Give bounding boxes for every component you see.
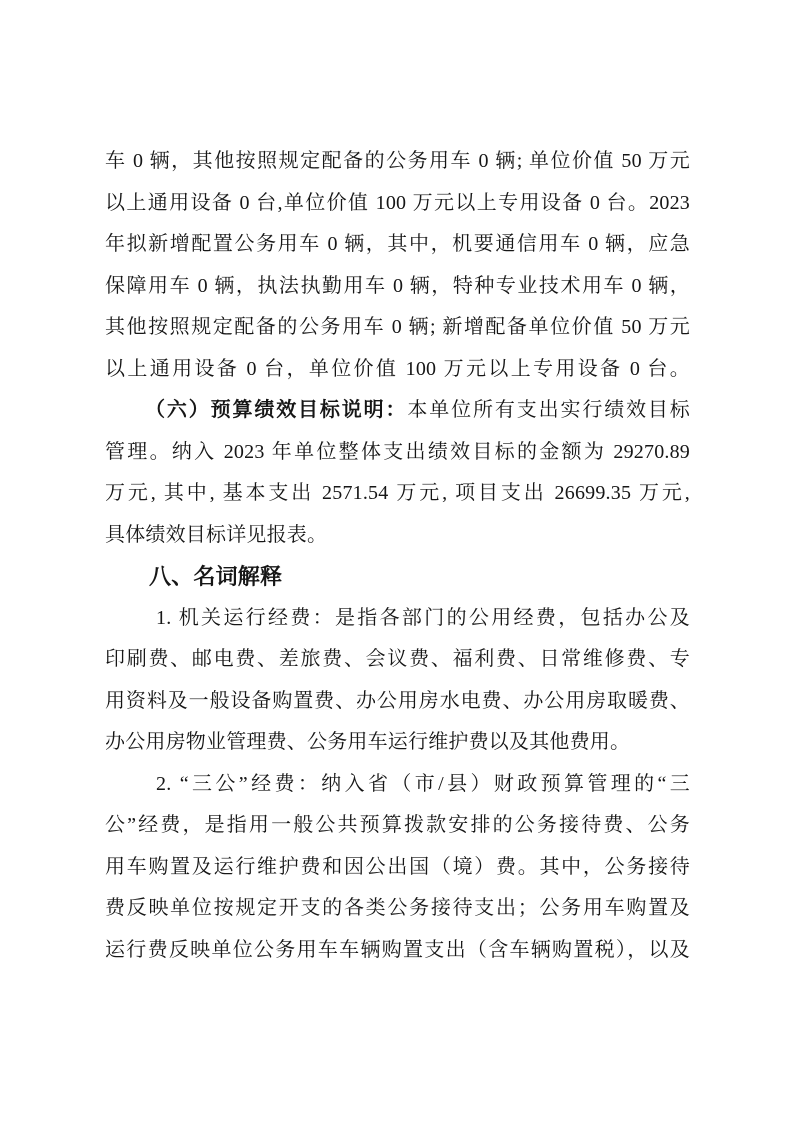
text-line: 以上通用设备 0 台,单位价值 100 万元以上专用设备 0 台。2023 (105, 191, 690, 214)
text-line: 用车购置及运行维护费和因公出国（境）费。其中，公务接待 (105, 855, 690, 878)
text-line: 其他按照规定配备的公务用车 0 辆; 新增配备单位价值 50 万元 (105, 316, 690, 338)
text-line: 车 0 辆，其他按照规定配备的公务用车 0 辆; 单位价值 50 万元 (105, 150, 690, 172)
paragraph-start-line (105, 390, 690, 432)
text-line: 公”经费，是指用一般公共预算拨款安排的公务接待费、公务 (105, 814, 690, 836)
text-line: 以上通用设备 0 台，单位价值 100 万元以上专用设备 0 台。 (105, 357, 690, 380)
inline-bold-label: （六）预算绩效目标说明： (145, 399, 408, 421)
section-heading: 八、名词解释 (149, 564, 283, 589)
paragraph-end-line: 办公用房物业管理费、公务用车运行维护费以及其他费用。 (105, 731, 631, 753)
paragraph-end-line: 具体绩效目标详见报表。 (105, 523, 328, 546)
text-line: 费反映单位按规定开支的各类公务接待支出；公务用车购置及 (105, 897, 690, 919)
document-text-block (105, 141, 690, 971)
text-line: 管理。纳入 2023 年单位整体支出绩效目标的金额为 29270.89 (105, 440, 690, 463)
text-line: 万元, 其中, 基本支出 2571.54 万元, 项目支出 26699.35 万元, (105, 482, 690, 504)
text-line: 用资料及一般设备购置费、办公用房水电费、办公用房取暖费、 (105, 689, 690, 712)
text-line: 年拟新增配置公务用车 0 辆，其中，机要通信用车 0 辆，应急 (105, 233, 690, 255)
inline-text: 本单位所有支出实行绩效目标 (407, 399, 690, 421)
text-line: 保障用车 0 辆，执法执勤用车 0 辆，特种专业技术用车 0 辆， (105, 274, 690, 297)
numbered-item-start-line: 2. “三公”经费：纳入省（市/县）财政预算管理的“三 (156, 772, 690, 795)
text-line: 运行费反映单位公务用车车辆购置支出（含车辆购置税），以及 (105, 938, 690, 961)
numbered-item-start-line: 1. 机关运行经费：是指各部门的公用经费，包括办公及 (156, 606, 690, 629)
text-line: 印刷费、邮电费、差旅费、会议费、福利费、日常维修费、专 (105, 648, 690, 670)
